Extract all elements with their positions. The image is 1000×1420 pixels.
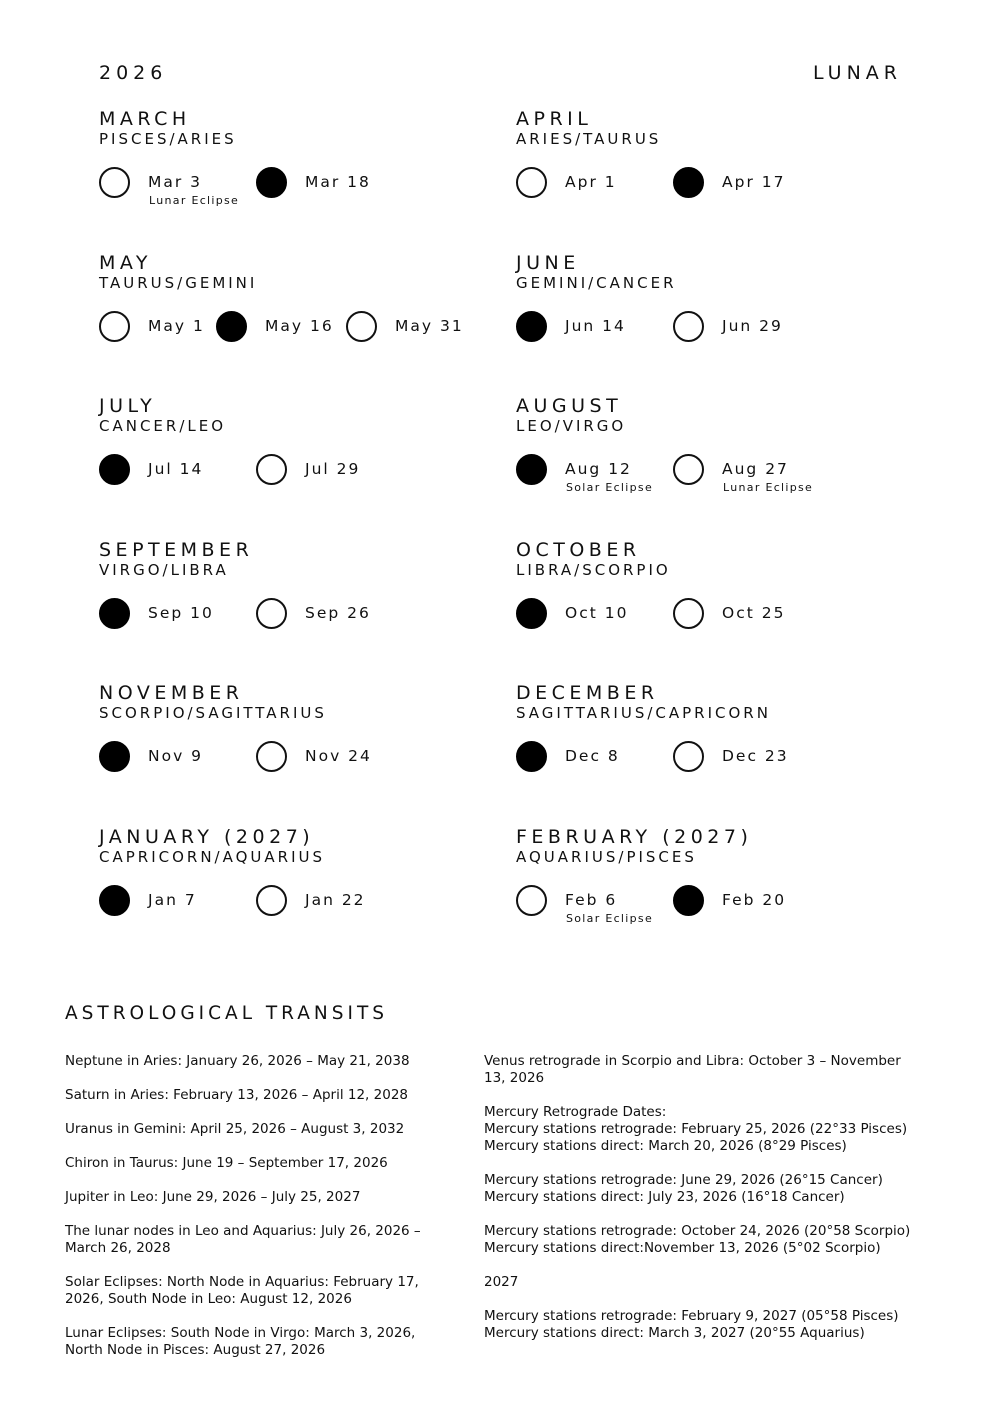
phase-date: Sep 26 — [305, 603, 371, 622]
month-name: JUNE — [516, 251, 580, 274]
transit-entry — [65, 1325, 450, 1359]
month-signs: ARIES/TAURUS — [516, 130, 662, 148]
transit-entry — [484, 1172, 934, 1206]
phase-date: Jan 22 — [305, 890, 366, 909]
month-block — [99, 682, 519, 765]
phase-date: Aug 12 — [565, 460, 632, 478]
month-block — [516, 538, 936, 622]
eclipse-note: Solar Eclipse — [566, 481, 654, 494]
page-title: LUNAR — [813, 62, 902, 84]
transit-entry — [484, 1223, 934, 1257]
new-moon-icon — [516, 598, 547, 629]
full-moon-icon — [99, 167, 130, 198]
phase-date: Dec 8 — [565, 747, 620, 765]
month-name: MAY — [99, 251, 153, 274]
transit-line: Mercury stations retrograde: June 29, 2026 (26°15 Cancer) — [484, 1172, 883, 1188]
transit-line: Solar Eclipses: North Node in Aquarius: February 17, — [65, 1274, 419, 1290]
new-moon-icon — [516, 311, 547, 342]
transit-entry — [484, 1104, 934, 1155]
phase-date: Nov 24 — [305, 747, 372, 765]
phase-date: Feb 20 — [722, 890, 787, 909]
new-moon-icon — [673, 167, 704, 198]
transit-entry — [65, 1274, 450, 1308]
month-name: JULY — [99, 395, 157, 417]
transit-line: Mercury stations direct: March 3, 2027 (20°55 Aquarius) — [484, 1325, 865, 1341]
transit-line: Mercury stations retrograde: February 25, 2026 (22°33 Pisces) — [484, 1121, 908, 1137]
month-signs: AQUARIUS/PISCES — [516, 847, 697, 866]
transit-line: Venus retrograde in Scorpio and Libra: October 3 – November — [484, 1053, 901, 1069]
full-moon-icon — [256, 885, 287, 916]
month-block — [516, 682, 936, 765]
full-moon-icon — [673, 598, 704, 629]
full-moon-icon — [516, 885, 547, 916]
transit-entry — [65, 1053, 450, 1070]
transit-line: Chiron in Taurus: June 19 – September 17, 2026 — [65, 1155, 388, 1171]
phase-date: May 1 — [148, 316, 205, 335]
new-moon-icon — [216, 311, 247, 342]
month-block — [516, 395, 936, 494]
month-signs: LEO/VIRGO — [516, 417, 627, 435]
full-moon-icon — [256, 598, 287, 629]
transit-line: Uranus in Gemini: April 25, 2026 – August 3, 2032 — [65, 1121, 405, 1137]
month-name: MARCH — [99, 108, 191, 130]
full-moon-icon — [673, 311, 704, 342]
phase-date: Mar 3 — [148, 173, 203, 191]
transit-line: Mercury Retrograde Dates: — [484, 1104, 667, 1120]
month-block — [99, 395, 519, 478]
full-moon-icon — [673, 741, 704, 772]
full-moon-icon — [346, 311, 377, 342]
month-name: AUGUST — [516, 395, 623, 417]
eclipse-note: Solar Eclipse — [566, 911, 654, 925]
month-name: NOVEMBER — [99, 682, 244, 704]
transit-line: Mercury stations direct: March 20, 2026 (8°29 Pisces) — [484, 1138, 847, 1154]
month-block — [99, 538, 519, 622]
new-moon-icon — [99, 885, 130, 916]
transit-entry — [65, 1189, 450, 1206]
transit-line: The lunar nodes in Leo and Aquarius: July 26, 2026 – — [65, 1223, 421, 1239]
month-name: APRIL — [516, 108, 593, 130]
month-name: SEPTEMBER — [99, 538, 254, 561]
month-name: JANUARY (2027) — [99, 825, 315, 848]
new-moon-icon — [673, 885, 704, 916]
phase-date: Jun 14 — [565, 316, 626, 335]
full-moon-icon — [673, 454, 704, 485]
month-block — [516, 108, 936, 191]
transit-entry — [65, 1155, 450, 1172]
transit-line: Mercury stations retrograde: February 9, 2027 (05°58 Pisces) — [484, 1308, 899, 1324]
phase-date: Sep 10 — [148, 603, 214, 622]
transit-line: 2027 — [484, 1274, 519, 1290]
transit-line: Neptune in Aries: January 26, 2026 – May 21, 2038 — [65, 1053, 410, 1069]
transit-entry — [484, 1053, 934, 1087]
month-signs: LIBRA/SCORPIO — [516, 560, 671, 579]
year-label: 2026 — [99, 62, 168, 84]
new-moon-icon — [99, 741, 130, 772]
month-signs: SAGITTARIUS/CAPRICORN — [516, 704, 771, 722]
eclipse-note: Lunar Eclipse — [149, 194, 240, 207]
new-moon-icon — [516, 741, 547, 772]
transit-line: Mercury stations direct:November 13, 2026 (5°02 Scorpio) — [484, 1240, 881, 1256]
full-moon-icon — [516, 167, 547, 198]
month-signs: GEMINI/CANCER — [516, 273, 677, 292]
month-name: OCTOBER — [516, 538, 641, 561]
month-signs: TAURUS/GEMINI — [99, 273, 258, 292]
transit-line: March 26, 2028 — [65, 1240, 171, 1256]
transits-right-column — [484, 1053, 934, 1359]
transit-line: 13, 2026 — [484, 1070, 545, 1086]
phase-date: May 31 — [395, 316, 464, 335]
month-block — [516, 251, 936, 335]
phase-date: Nov 9 — [148, 747, 204, 765]
phase-date: Oct 25 — [722, 603, 786, 622]
transits-left-column — [65, 1053, 450, 1376]
phase-date: Jun 29 — [722, 316, 783, 335]
transit-entry — [484, 1308, 934, 1342]
phase-date: May 16 — [265, 316, 334, 335]
transit-entry — [484, 1274, 934, 1291]
transit-line: North Node in Pisces: August 27, 2026 — [65, 1342, 326, 1358]
transits-title: ASTROLOGICAL TRANSITS — [65, 1003, 389, 1024]
month-block — [99, 108, 519, 207]
transit-entry — [65, 1121, 450, 1138]
full-moon-icon — [99, 311, 130, 342]
new-moon-icon — [516, 454, 547, 485]
phase-date: Jul 14 — [148, 460, 204, 478]
new-moon-icon — [99, 598, 130, 629]
transit-line: Mercury stations direct: July 23, 2026 (16°18 Cancer) — [484, 1189, 845, 1205]
transit-line: Mercury stations retrograde: October 24, 2026 (20°58 Scorpio) — [484, 1223, 911, 1239]
month-name: DECEMBER — [516, 682, 659, 704]
phase-date: Jul 29 — [305, 460, 361, 478]
new-moon-icon — [256, 167, 287, 198]
transit-entry — [65, 1087, 450, 1104]
month-signs: SCORPIO/SAGITTARIUS — [99, 704, 327, 722]
month-signs: CANCER/LEO — [99, 417, 227, 435]
transit-line: 2026, South Node in Leo: August 12, 2026 — [65, 1291, 352, 1307]
month-block — [516, 825, 936, 925]
month-signs: PISCES/ARIES — [99, 130, 237, 148]
eclipse-note: Lunar Eclipse — [723, 481, 814, 494]
full-moon-icon — [256, 454, 287, 485]
phase-date: Apr 1 — [565, 173, 617, 191]
phase-date: Mar 18 — [305, 173, 371, 191]
transit-line: Lunar Eclipses: South Node in Virgo: March 3, 2026, — [65, 1325, 416, 1341]
phase-date: Apr 17 — [722, 173, 786, 191]
phase-date: Dec 23 — [722, 747, 789, 765]
phase-date: Feb 6 — [565, 890, 618, 909]
phase-date: Jan 7 — [148, 890, 197, 909]
transit-line: Jupiter in Leo: June 29, 2026 – July 25, 2027 — [65, 1189, 361, 1205]
full-moon-icon — [256, 741, 287, 772]
month-block — [99, 825, 519, 909]
month-signs: VIRGO/LIBRA — [99, 560, 229, 579]
month-block — [99, 251, 519, 335]
transit-entry — [65, 1223, 450, 1257]
new-moon-icon — [99, 454, 130, 485]
month-signs: CAPRICORN/AQUARIUS — [99, 847, 325, 866]
phase-date: Aug 27 — [722, 460, 789, 478]
transit-line: Saturn in Aries: February 13, 2026 – April 12, 2028 — [65, 1087, 408, 1103]
month-name: FEBRUARY (2027) — [516, 825, 753, 848]
phase-date: Oct 10 — [565, 603, 629, 622]
